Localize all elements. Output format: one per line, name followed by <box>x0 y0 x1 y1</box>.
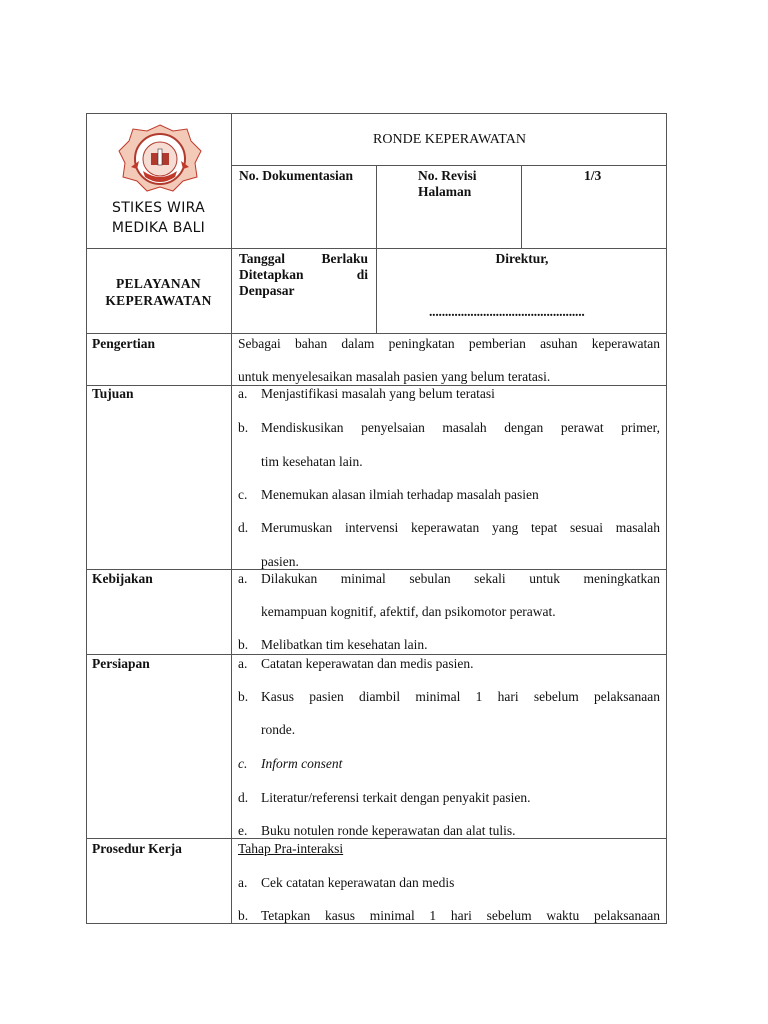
list-marker: a. <box>238 571 248 586</box>
list-marker: a. <box>238 386 248 401</box>
section-label-tujuan: Tujuan <box>92 386 134 401</box>
list-marker: e. <box>238 823 248 838</box>
section-label-prosedur: Prosedur Kerja <box>92 841 182 856</box>
list-marker: b. <box>238 908 249 923</box>
section-label-persiapan: Persiapan <box>92 656 150 671</box>
page-value: 1/3 <box>584 168 602 183</box>
list-text: ronde. <box>261 722 296 737</box>
doc-number-label: No. Dokumentasian <box>239 168 354 183</box>
director-label: Direktur, <box>495 251 549 266</box>
list-text: Mendiskusikan penyelsaian masalah dengan perawat primer, <box>261 420 660 435</box>
list-text: Buku notulen ronde keperawatan dan alat tulis. <box>261 823 516 838</box>
list-marker: a. <box>238 656 248 671</box>
date-line2: Ditetapkan di <box>239 267 368 282</box>
institution-name-line2: MEDIKA BALI <box>111 220 206 236</box>
signature-line: ................................................. <box>429 304 585 319</box>
list-text: Merumuskan intervensi keperawatan yang tepat sesuai masalah <box>261 520 660 535</box>
institution-logo <box>115 121 205 195</box>
list-text: pasien. <box>261 554 299 569</box>
page-label: Halaman <box>418 184 472 199</box>
list-marker: a. <box>238 875 248 890</box>
list-text: tim kesehatan lain. <box>261 454 363 469</box>
list-text: Melibatkan tim kesehatan lain. <box>261 637 428 652</box>
title-row-divider <box>231 165 667 166</box>
date-line1: Tanggal Berlaku <box>239 251 368 266</box>
list-marker: b. <box>238 689 249 704</box>
date-block <box>239 251 368 299</box>
list-marker: c. <box>238 756 248 771</box>
pengertian-line2: untuk menyelesaikan masalah pasien yang belum teratasi. <box>238 369 551 384</box>
unit-name <box>86 275 231 309</box>
list-text: Menjastifikasi masalah yang belum teratasi <box>261 386 495 401</box>
section-label-pengertian: Pengertian <box>92 336 155 351</box>
institution-name-line1: STIKES WIRA <box>112 200 205 216</box>
list-text: kemampuan kognitif, afektif, dan psikomotor perawat. <box>261 604 556 619</box>
list-text: Tetapkan kasus minimal 1 hari sebelum waktu pelaksanaan <box>261 908 660 923</box>
list-text: Catatan keperawatan dan medis pasien. <box>261 656 474 671</box>
list-text: Menemukan alasan ilmiah terhadap masalah pasien <box>261 487 539 502</box>
list-text: Literatur/referensi terkait dengan penyakit pasien. <box>261 790 531 805</box>
sop-document <box>86 113 667 924</box>
column-divider <box>231 113 232 924</box>
list-marker: b. <box>238 637 249 652</box>
page-col-divider <box>521 165 522 248</box>
institution-name <box>86 198 231 238</box>
revision-col-divider <box>376 165 377 248</box>
revision-label: No. Revisi <box>418 168 477 183</box>
document-title: RONDE KEPERAWATAN <box>373 132 526 147</box>
list-text: Kasus pasien diambil minimal 1 hari sebelum pelaksanaan <box>261 689 660 704</box>
section-label-kebijakan: Kebijakan <box>92 571 153 586</box>
list-marker: b. <box>238 420 249 435</box>
list-marker: c. <box>238 487 248 502</box>
section-divider <box>86 654 667 655</box>
unit-row-divider <box>86 333 667 334</box>
list-marker: d. <box>238 790 249 805</box>
stage-heading: Tahap Pra-interaksi <box>238 841 344 856</box>
list-marker: d. <box>238 520 249 535</box>
date-line3: Denpasar <box>239 283 295 298</box>
list-text: Dilakukan minimal sebulan sekali untuk meningkatkan <box>261 571 660 586</box>
list-text: Inform consent <box>261 756 343 771</box>
list-text: Cek catatan keperawatan dan medis <box>261 875 455 890</box>
pengertian-line1: Sebagai bahan dalam peningkatan pemberian asuhan keperawatan <box>238 336 660 351</box>
unit-name-text: PELAYANAN KEPERAWATAN <box>105 276 212 308</box>
